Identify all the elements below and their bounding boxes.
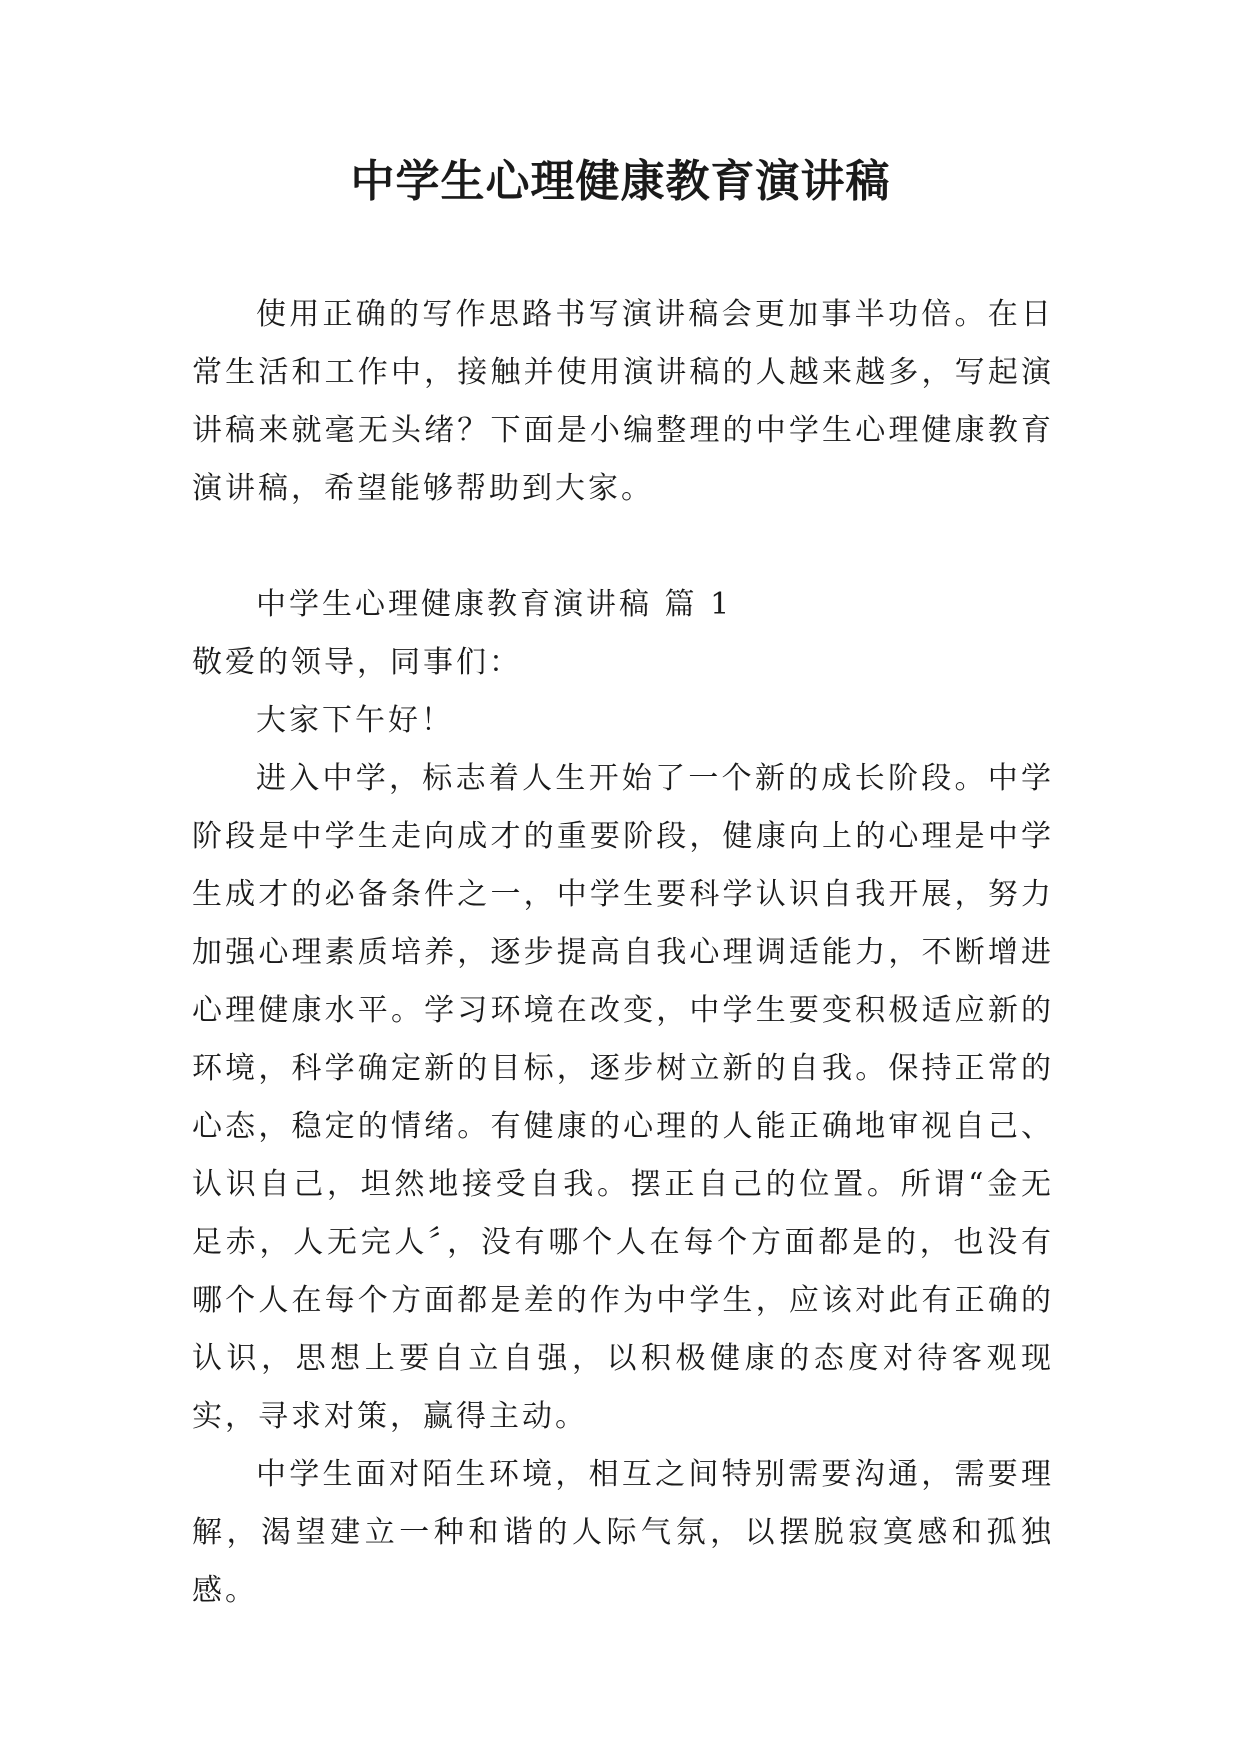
greeting: 大家下午好！ <box>256 703 454 738</box>
intro-paragraph: 使用正确的写作思路书写演讲稿会更加事半功倍。在日常生活和工作中，接触并使用演讲稿的人越来越多，写起演讲稿来就毫无头绪？下面是小编整理的中学生心理健康教育演讲稿，希望能够帮助到大家。 <box>192 297 1054 506</box>
body-paragraph-1: 进入中学，标志着人生开始了一个新的成长阶段。中学阶段是中学生走向成才的重要阶段，健康向上的心理是中学生成才的必备条件之一，中学生要科学认识自我开展，努力加强心理素质培养，逐步提高自我心理调适能力，不断增进心理健康水平。学习环境在改变，中学生要变积极适应新的环境，科学确定新的目标，逐步树立新的自我。保持正常的心态，稳定的情绪。有健康的心理的人能正确地审视自己、认识自己，坦然地接受自我。摆正自己的位置。所谓“金无足赤，人无完人〞，没有哪个人在每个方面都是的，也没有哪个人在每个方面都是差的作为中学生，应该对此有正确的认识，思想上要自立自强，以积极健康的态度对待客观现实，寻求对策，赢得主动。 <box>192 761 1054 1434</box>
section-heading: 中学生心理健康教育演讲稿 篇 1 <box>256 587 733 622</box>
document-body <box>192 286 1054 1620</box>
salutation: 敬爱的领导，同事们： <box>192 645 522 680</box>
document-title: 中学生心理健康教育演讲稿 <box>350 156 891 207</box>
body-paragraph-2: 中学生面对陌生环境，相互之间特别需要沟通，需要理解，渴望建立一种和谐的人际气氛，以摆脱寂寞感和孤独感。 <box>192 1457 1054 1608</box>
